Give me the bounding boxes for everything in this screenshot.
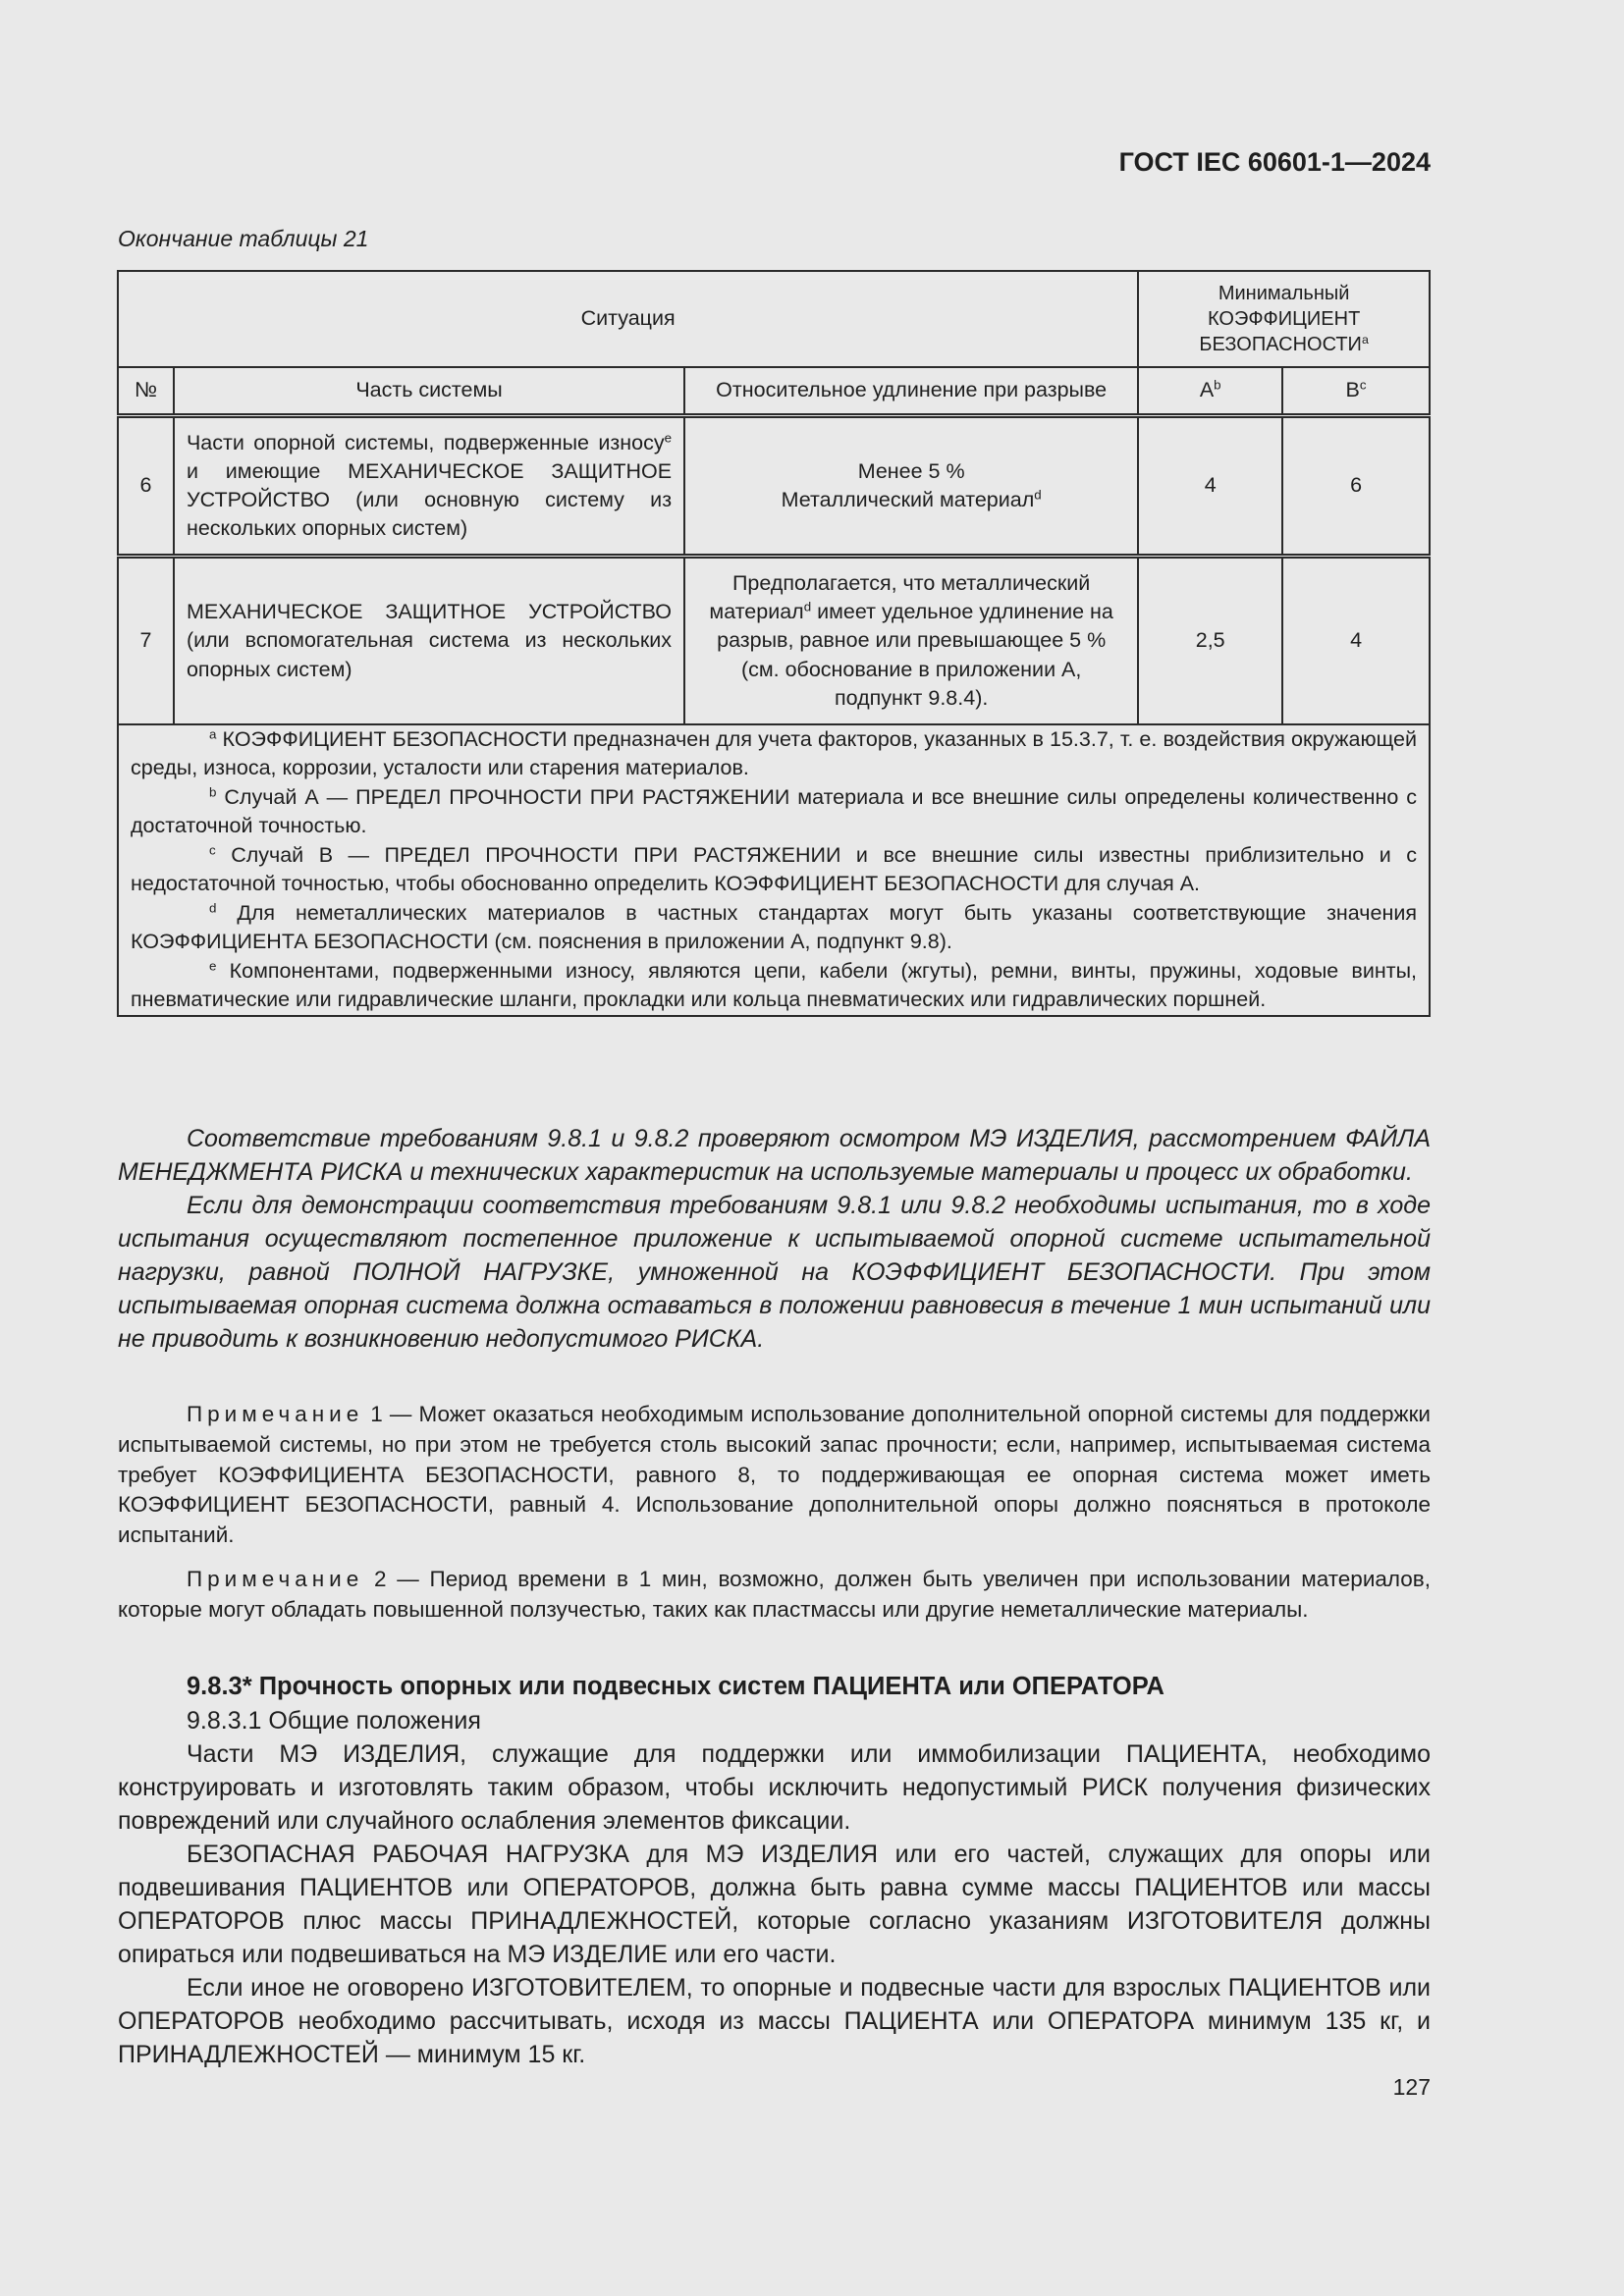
row-elongation: Менее 5 % Металлический материал$^d$ (684, 416, 1138, 557)
table-footnote: $^d$ Для неметаллических материалов в частных стандартах могут быть указаны соответствующие значения КОЭФФИЦИЕНТА БЕЗОПАСНОСТИ (см. пояснения в приложении А, подпункт 9.8). (131, 900, 1417, 954)
body-paragraph: Части МЭ ИЗДЕЛИЯ, служащие для поддержки или иммобилизации ПАЦИЕНТА, необходимо конструировать и изготовлять таким образом, чтобы исключить недопустимый РИСК получения физических повреждений или случайного ослабления элементов фиксации. (118, 1739, 1431, 1835)
footnote-ref: b (1214, 378, 1221, 394)
min-factor-line-3: БЕЗОПАСНОСТИ (1199, 334, 1362, 355)
row-part: МЕХАНИЧЕСКОЕ ЗАЩИТНОЕ УСТРОЙСТВО (или вспомогательная система из нескольких опорных систем) (174, 557, 684, 725)
col-elongation-header: Относительное удлинение при разрыве (684, 367, 1138, 416)
row-elongation: Предполагается, что металлический материал$^d$ имеет удельное удлинение на разрыв, равное или превышающее 5 % (см. обоснование в приложении А, подпункт 9.8.4). (684, 557, 1138, 725)
footnote-ref: a (1361, 333, 1369, 347)
note-2 (118, 1565, 1431, 1626)
note-text: 1 — Может оказаться необходимым использование дополнительной опорной системы для поддержки испытываемой системы, но при этом не требуется столь высокий запас прочности; если, например, испытываемая система требует КОЭФФИЦИЕНТА БЕЗОПАСНОСТИ, равного 8, то поддерживающая ее опорная система может иметь КОЭФФИЦИЕНТ БЕЗОПАСНОСТИ, равный 4. Использование дополнительной опоры должно поясняться в протоколе испытаний. (118, 1402, 1431, 1548)
note-label: Примечание (187, 1402, 364, 1426)
section-heading: 9.8.3* Прочность опорных или подвесных систем ПАЦИЕНТА или ОПЕРАТОРА (187, 1673, 1164, 1700)
body-paragraph: БЕЗОПАСНАЯ РАБОЧАЯ НАГРУЗКА для МЭ ИЗДЕЛИЯ или его частей, служащих для опоры или подвешивания ПАЦИЕНТОВ или ОПЕРАТОРОВ, должна быть равна сумме массы ПАЦИЕНТОВ или массы ОПЕРАТОРОВ плюс массы ПРИНАДЛЕЖНОСТЕЙ, которые согласно указаниям ИЗГОТОВИТЕЛЯ должны опираться или подвешиваться на МЭ ИЗДЕЛИЕ или его части. (118, 1840, 1431, 1968)
row-part: Части опорной системы, подверженные износу$^e$ и имеющие МЕХАНИЧЕСКОЕ ЗАЩИТНОЕ УСТРОЙСТВО (или основную систему из нескольких опорных систем) (174, 416, 684, 557)
col-case-a-header: $A^b$ (1138, 367, 1282, 416)
row-number: 7 (118, 557, 174, 725)
row-number: 6 (118, 416, 174, 557)
min-factor-line-2: КОЭФФИЦИЕНТ (1207, 308, 1361, 330)
table-header-row (118, 271, 1430, 367)
table-footnote: $^b$ Случай А — ПРЕДЕЛ ПРОЧНОСТИ ПРИ РАСТЯЖЕНИИ материала и все внешние силы определены количественно с достаточной точностью. (131, 784, 1417, 838)
footnote-ref: e (664, 430, 673, 446)
body-paragraph: Если иное не оговорено ИЗГОТОВИТЕЛЕМ, то опорные и подвесные части для взрослых ПАЦИЕНТОВ или ОПЕРАТОРОВ необходимо рассчитывать, исходя из массы ПАЦИЕНТА или ОПЕРАТОРА минимум 135 кг, и ПРИНАДЛЕЖНОСТЕЙ — минимум 15 кг. (118, 1973, 1431, 2068)
footnote-ref: d (1034, 487, 1042, 503)
col-case-b-header: $B^c$ (1282, 367, 1430, 416)
col-part-header: Часть системы (174, 367, 684, 416)
row-case-a-value: 2,5 (1138, 557, 1282, 725)
note-label: Примечание (187, 1567, 364, 1591)
note-text: 2 — Период времени в 1 мин, возможно, должен быть увеличен при использовании материалов, которые могут обладать повышенной ползучестью, таких как пластмассы или другие неметаллические материалы. (118, 1567, 1431, 1622)
compliance-section (118, 1122, 1431, 1356)
situation-header: Ситуация (118, 271, 1138, 367)
compliance-paragraph: Соответствие требованиям 9.8.1 и 9.8.2 проверяют осмотром МЭ ИЗДЕЛИЯ, рассмотрением ФАЙЛА МЕНЕДЖМЕНТА РИСКА и технических характеристик на используемые материалы и процесс их обработки. (118, 1125, 1431, 1186)
note-1 (118, 1400, 1431, 1551)
row-case-b-value: 4 (1282, 557, 1430, 725)
footnote-ref: c (1359, 378, 1367, 394)
min-factor-line-1: Минимальный (1218, 283, 1350, 304)
footnote-ref: d (803, 599, 812, 614)
table-caption: Окончание таблицы 21 (118, 226, 369, 251)
section-9-8-3 (118, 1670, 1431, 2071)
subsection-heading: 9.8.3.1 Общие положения (187, 1706, 481, 1735)
compliance-paragraph: Если для демонстрации соответствия требованиям 9.8.1 или 9.8.2 необходимы испытания, то в ходе испытания осуществляют постепенное приложение к испытываемой опорной системе испытательной нагрузки, равной ПОЛНОЙ НАГРУЗКЕ, умноженной на КОЭФФИЦИЕНТ БЕЗОПАСНОСТИ. При этом испытываемая опорная система должна оставаться в положении равновесия в течение 1 мин испытаний или не приводить к возникновению недопустимого РИСКА. (118, 1192, 1431, 1353)
page-number: 127 (1392, 2074, 1431, 2100)
row-case-a-value: 4 (1138, 416, 1282, 557)
col-number-header: № (118, 367, 174, 416)
table-footnote: $^c$ Случай В — ПРЕДЕЛ ПРОЧНОСТИ ПРИ РАСТЯЖЕНИИ и все внешние силы известны приблизительно и с недостаточной точностью, чтобы обоснованно определить КОЭФФИЦИЕНТ БЕЗОПАСНОСТИ для случая А. (131, 842, 1417, 896)
table-footnote: $^e$ Компонентами, подверженными износу, являются цепи, кабели (жгуты), ремни, винты, пружины, ходовые винты, пневматические или гидравлические шланги, прокладки или кольца пневматических или гидравлических поршней. (131, 958, 1417, 1012)
table-row (118, 557, 1430, 725)
row-case-b-value: 6 (1282, 416, 1430, 557)
table-footnote: $^a$ КОЭФФИЦИЕНТ БЕЗОПАСНОСТИ предназначен для учета факторов, указанных в 15.3.7, т. е. воздействия окружающей среды, износа, коррозии, усталости или старения материалов. (131, 726, 1417, 780)
table-subheader-row (118, 367, 1430, 416)
document-id: ГОСТ IEC 60601-1—2024 (1118, 147, 1431, 177)
min-safety-factor-header (1138, 271, 1430, 367)
safety-factor-table (117, 270, 1431, 1017)
table-footnotes (118, 724, 1430, 1016)
table-row (118, 416, 1430, 557)
table-footnotes-row (118, 724, 1430, 1016)
